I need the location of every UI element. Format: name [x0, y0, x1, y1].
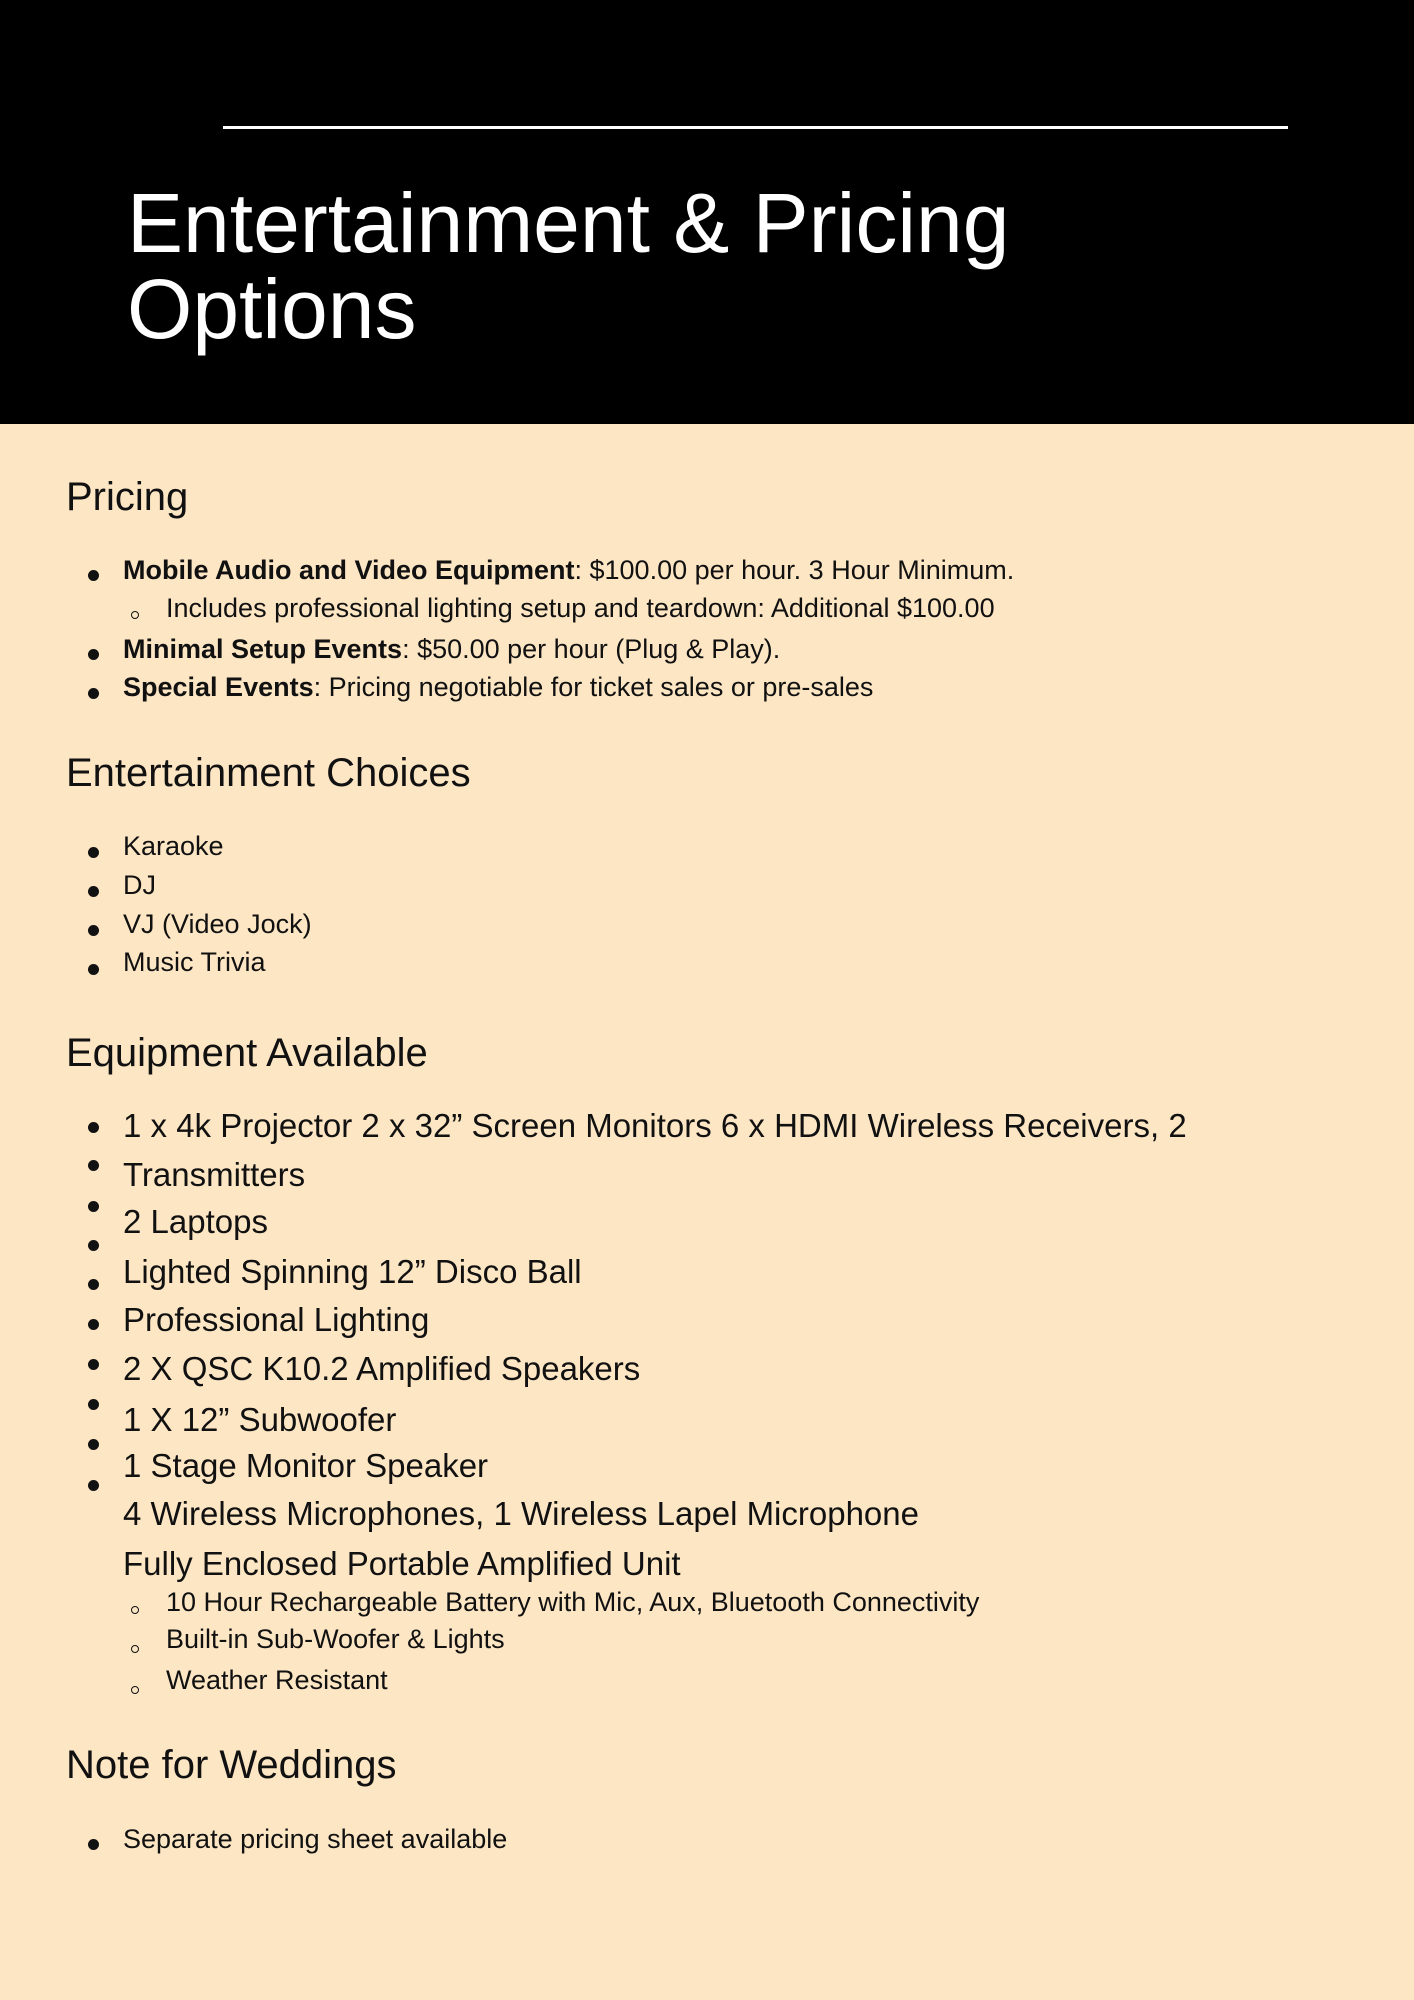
entertainment-item: Karaoke [123, 831, 224, 861]
equipment-item: 1 x 4k Projector 2 x 32” Screen Monitors 6 x HDMI Wireless Receivers, 2 [123, 1107, 1187, 1144]
pricing-item-detail: : Pricing negotiable for ticket sales or pre-sales [313, 672, 874, 702]
bullet-icon [88, 1240, 99, 1251]
equipment-item: 1 Stage Monitor Speaker [123, 1447, 489, 1484]
bullet-icon [88, 1839, 99, 1850]
bullet-icon [88, 964, 99, 975]
page-title-line-2: Options [127, 262, 417, 356]
bullet-icon [88, 1160, 99, 1171]
hollow-bullet-icon [131, 1606, 139, 1614]
entertainment-item: Music Trivia [123, 947, 266, 977]
entertainment-heading: Entertainment Choices [66, 751, 471, 795]
equipment-item: 2 Laptops [123, 1203, 268, 1240]
pricing-item-label: Minimal Setup Events [123, 634, 403, 664]
pricing-heading: Pricing [66, 475, 189, 519]
pricing-item-label: Mobile Audio and Video Equipment [123, 555, 575, 585]
equipment-sub-item: 10 Hour Rechargeable Battery with Mic, Aux, Bluetooth Connectivity [166, 1587, 980, 1617]
equipment-item: 2 X QSC K10.2 Amplified Speakers [123, 1350, 641, 1387]
entertainment-item: VJ (Video Jock) [123, 909, 312, 939]
pricing-item-detail: : $50.00 per hour (Plug & Play). [402, 634, 781, 664]
bullet-icon [88, 1279, 99, 1290]
hollow-bullet-icon [131, 611, 139, 619]
bullet-icon [88, 649, 99, 660]
bullet-icon [88, 570, 99, 581]
bullet-icon [88, 886, 99, 897]
weddings-item: Separate pricing sheet available [123, 1824, 508, 1854]
bullet-icon [88, 1480, 99, 1491]
pricing-item-minimal-setup [123, 633, 780, 665]
entertainment-item: DJ [123, 870, 156, 900]
bullet-icon [88, 1399, 99, 1410]
bullet-icon [88, 1201, 99, 1212]
pricing-item-detail: : $100.00 per hour. 3 Hour Minimum. [574, 555, 1015, 585]
bullet-icon [88, 688, 99, 699]
pricing-sub-item-lighting: Includes professional lighting setup and teardown: Additional $100.00 [166, 593, 995, 623]
hollow-bullet-icon [131, 1645, 139, 1653]
bullet-icon [88, 1359, 99, 1370]
equipment-item: Professional Lighting [123, 1301, 430, 1338]
header-banner [0, 0, 1414, 424]
equipment-sub-item: Weather Resistant [166, 1665, 388, 1695]
equipment-item: Transmitters [123, 1156, 306, 1193]
equipment-sub-item: Built-in Sub-Woofer & Lights [166, 1624, 505, 1654]
pricing-item-special-events [123, 671, 873, 703]
equipment-item: Fully Enclosed Portable Amplified Unit [123, 1545, 681, 1582]
bullet-icon [88, 925, 99, 936]
header-divider-line [223, 126, 1288, 129]
pricing-item-mobile-av [123, 554, 1014, 586]
page-title [127, 176, 1327, 356]
equipment-item: Lighted Spinning 12” Disco Ball [123, 1253, 582, 1290]
hollow-bullet-icon [131, 1686, 139, 1694]
pricing-item-label: Special Events [123, 672, 314, 702]
equipment-heading: Equipment Available [66, 1031, 428, 1075]
bullet-icon [88, 1122, 99, 1133]
equipment-item: 4 Wireless Microphones, 1 Wireless Lapel Microphone [123, 1495, 919, 1532]
weddings-heading: Note for Weddings [66, 1743, 397, 1787]
bullet-icon [88, 1439, 99, 1450]
bullet-icon [88, 1319, 99, 1330]
page-title-line-1: Entertainment & Pricing [127, 176, 1010, 270]
equipment-item: 1 X 12” Subwoofer [123, 1401, 397, 1438]
bullet-icon [88, 847, 99, 858]
